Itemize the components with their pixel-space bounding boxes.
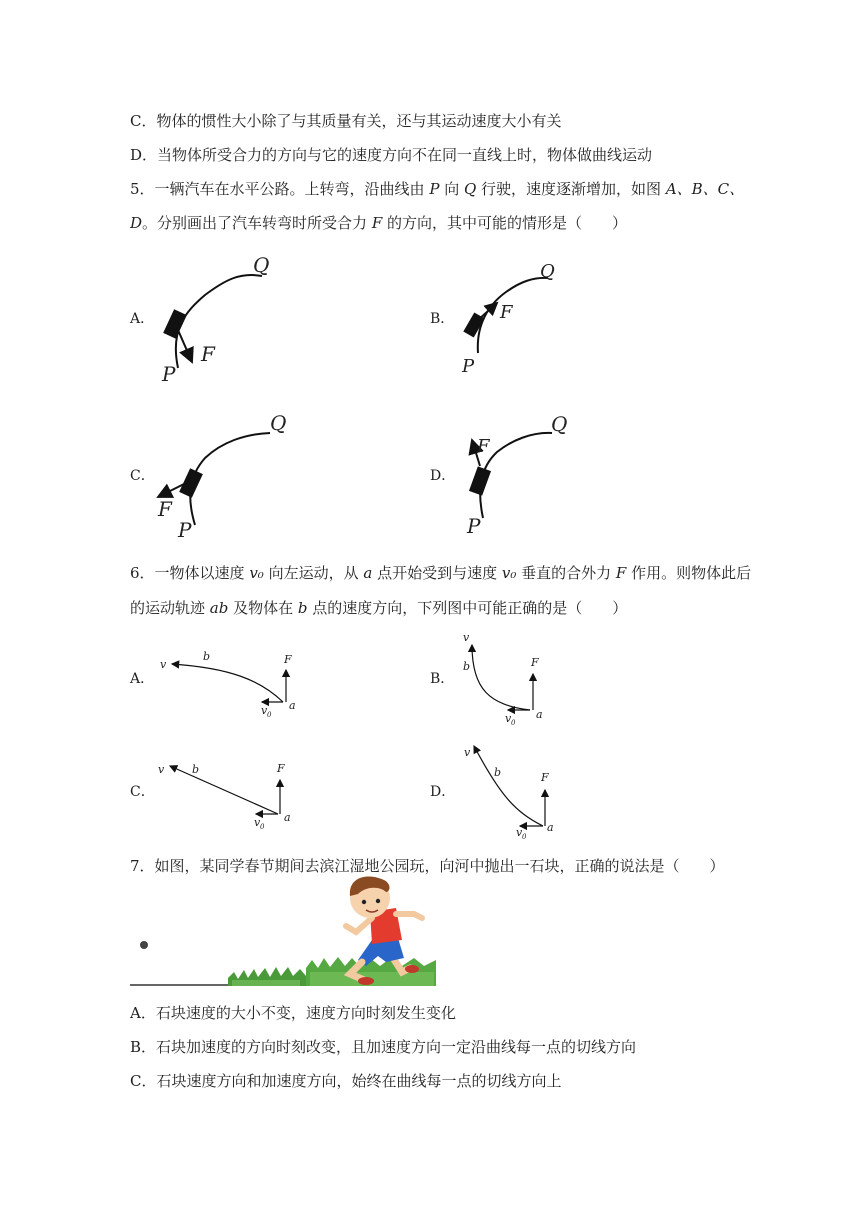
label-v0: v [516, 826, 523, 839]
label-v0: v [505, 712, 512, 725]
question-5-line-2: D。分别画出了汽车转弯时所受合力 F 的方向，其中可能的情形是（ ） [130, 214, 628, 232]
label-sub0: 0 [511, 719, 516, 727]
label-f: F [500, 302, 513, 323]
stone [140, 941, 148, 949]
label-f: F [541, 771, 549, 784]
q5-option-a-label: A． [130, 311, 155, 327]
question-6-line-2: 的运动轨迹 ab 及物体在 b 点的速度方向，下列图中可能正确的是（ ） [130, 599, 628, 617]
label-a: a [284, 811, 291, 824]
label-f: F [158, 497, 172, 521]
label-sub0: 0 [267, 711, 272, 719]
q7-option-c: C．石块速度方向和加速度方向，始终在曲线每一点的切线方向上 [130, 1072, 562, 1090]
label-p: P [467, 514, 481, 538]
label-v0: v [254, 816, 261, 829]
q6-option-c-label: C． [130, 784, 155, 800]
label-v0: v [261, 704, 268, 717]
stone-throw-scene [130, 877, 436, 986]
label-a: a [536, 708, 543, 721]
label-sub0: 0 [260, 823, 265, 831]
q7-option-a: A．石块速度的大小不变，速度方向时刻发生变化 [130, 1004, 456, 1022]
label-v: v [463, 631, 470, 644]
q5-option-c-label: C． [130, 468, 155, 484]
label-v: v [158, 763, 165, 776]
label-b: b [203, 650, 211, 663]
question-6-line-1: 6．一物体以速度 v₀ 向左运动，从 a 点开始受到与速度 v₀ 垂直的合外力 F 作用。则物体此后 [130, 564, 752, 582]
label-f: F [277, 762, 285, 775]
label-v: v [160, 658, 167, 671]
q7-option-b: B．石块加速度的方向时刻改变，且加速度方向一定沿曲线每一点的切线方向 [130, 1038, 637, 1056]
label-f: F [284, 653, 292, 666]
label-p: P [162, 362, 176, 386]
label-v: v [464, 746, 471, 759]
label-q: Q [540, 261, 555, 282]
label-p: P [178, 518, 192, 542]
label-a: a [289, 699, 296, 712]
option-d-previous: D．当物体所受合力的方向与它的速度方向不在同一直线上时，物体做曲线运动 [130, 146, 653, 164]
label-f: F [477, 436, 490, 457]
q6-option-a-label: A． [130, 671, 155, 687]
option-c-previous: C．物体的惯性大小除了与其质量有关，还与其运动速度大小有关 [130, 112, 562, 130]
label-q: Q [270, 411, 287, 435]
q6-option-b-label: B． [430, 671, 455, 687]
label-p: P [462, 356, 475, 377]
question-7-stem: 7．如图，某同学春节期间去滨江湿地公园玩，向河中抛出一石块，正确的说法是（ ） [130, 857, 725, 875]
label-a: a [547, 821, 554, 834]
q5-option-d-label: D． [430, 468, 456, 484]
label-q: Q [551, 412, 568, 436]
label-b: b [494, 766, 502, 779]
label-sub0: 0 [522, 833, 527, 841]
label-b: b [463, 660, 471, 673]
label-b: b [192, 763, 200, 776]
label-q: Q [253, 253, 270, 277]
q5-option-b-label: B． [430, 311, 455, 327]
label-f: F [531, 656, 539, 669]
q6-option-d-label: D． [430, 784, 456, 800]
question-5-line-1: 5．一辆汽车在水平公路。上转弯，沿曲线由 P 向 Q 行驶，速度逐渐增加，如图 A、B、C、 [130, 180, 745, 198]
label-f: F [201, 342, 215, 366]
